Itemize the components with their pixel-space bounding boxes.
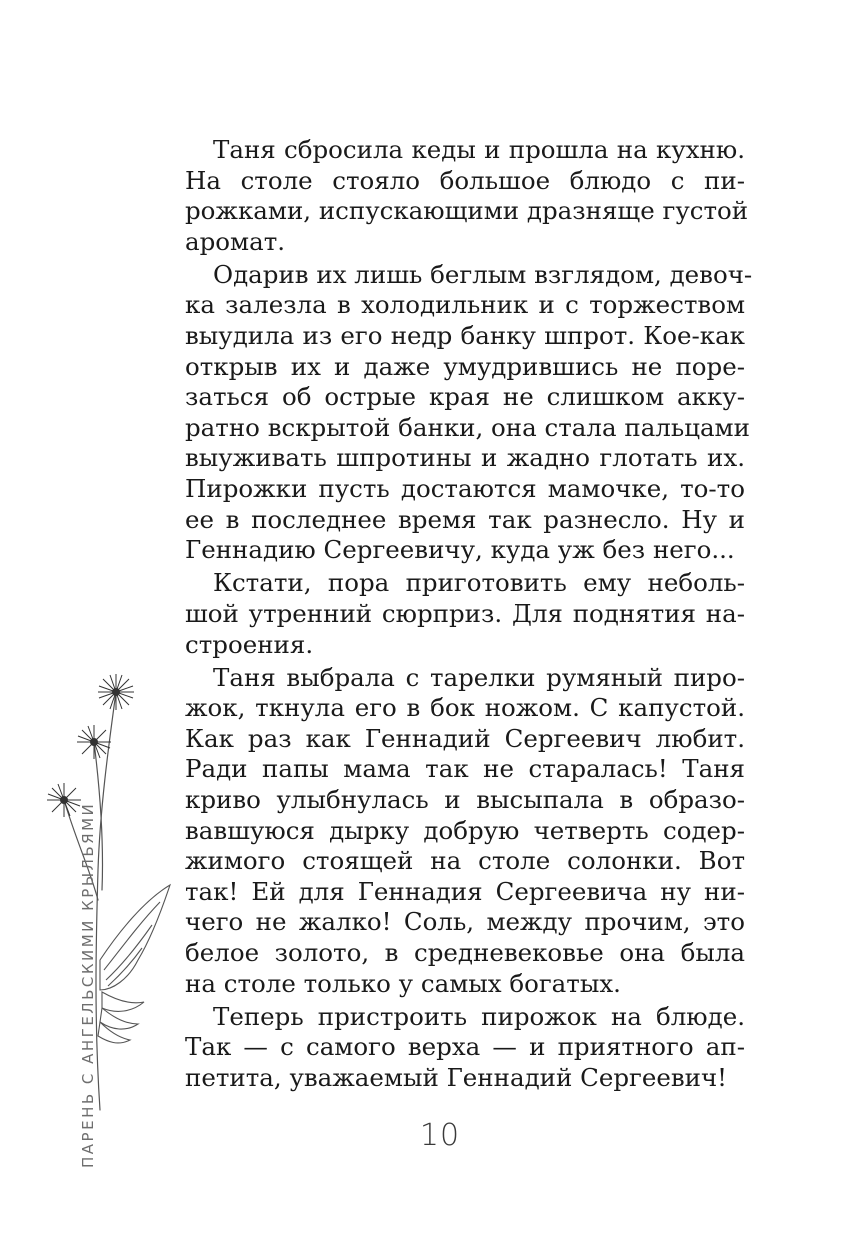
text-line: вавшуюся дырку добрую четверть содер- — [185, 815, 745, 845]
paragraph — [185, 259, 753, 566]
text-line: на столе только у самых богатых. — [185, 968, 621, 998]
text-line: петита, уважаемый Геннадий Сергеевич! — [185, 1062, 728, 1092]
text-line: чего не жалко! Соль, между прочим, это — [185, 907, 745, 937]
text-line: ратно вскрытой банки, она стала пальцами — [185, 412, 750, 442]
text-line: аромат. — [185, 226, 286, 256]
text-line: жимого стоящей на столе солонки. Вот — [185, 846, 745, 876]
text-line: Теперь пристроить пирожок на блюде. — [213, 1001, 745, 1031]
text-line: Одарив их лишь беглым взглядом, девоч- — [213, 259, 753, 289]
text-line: рожками, испускающими дразняще густой — [185, 196, 749, 226]
text-line: жок, ткнула его в бок ножом. С капустой. — [185, 693, 745, 723]
text-line: Так — с самого верха — и приятного ап- — [185, 1032, 745, 1062]
text-line: так! Ей для Геннадия Сергеевича ну ни- — [185, 876, 745, 906]
text-line: открыв их и даже умудрившись не поре- — [185, 351, 745, 381]
text-line: Геннадию Сергеевичу, куда уж без него... — [185, 535, 735, 565]
angel-wing-icon — [98, 885, 170, 1043]
paragraph — [185, 568, 745, 660]
dandelion-flower-icon — [98, 674, 134, 710]
text-line: шой утренний сюрприз. Для поднятия на- — [185, 598, 745, 628]
text-line: Ради папы мама так не старалась! Таня — [185, 754, 745, 784]
text-line: ее в последнее время так разнесло. Ну и — [185, 504, 745, 534]
paragraph — [185, 1002, 745, 1094]
text-line: На столе стояло большое блюдо с пи- — [185, 165, 745, 195]
text-line: Таня сбросила кеды и прошла на кухню. — [213, 135, 745, 164]
text-line: заться об острые края не слишком акку- — [185, 382, 745, 412]
page-number: 10 — [419, 1118, 461, 1153]
text-line: белое золото, в средневековье она была — [185, 937, 745, 967]
text-line: Кстати, пора приготовить ему неболь- — [213, 568, 745, 598]
dandelion-flower-icon — [77, 725, 111, 759]
text-line: выуживать шпротины и жадно глотать их. — [185, 443, 745, 473]
text-line: ка залезла в холодильник и с торжеством — [185, 290, 745, 320]
text-line: выудила из его недр банку шпрот. Кое-как — [185, 321, 745, 351]
text-line: криво улыбнулась и высыпала в образо- — [185, 784, 745, 814]
paragraph — [185, 135, 749, 257]
dandelion-wing-illustration — [20, 640, 180, 1160]
text-line: Как раз как Геннадий Сергеевич любит. — [185, 723, 745, 753]
text-line: строения. — [185, 629, 314, 659]
dandelion-flower-icon — [47, 783, 81, 817]
paragraph — [185, 663, 745, 1000]
body-text — [185, 135, 753, 1093]
text-line: Пирожки пусть достаются мамочке, то-то — [185, 474, 745, 504]
text-line: Таня выбрала с тарелки румяный пиро- — [213, 662, 745, 692]
running-title: ПАРЕНЬ С АНГЕЛЬСКИМИ КРЫЛЬЯМИ — [79, 801, 97, 1168]
